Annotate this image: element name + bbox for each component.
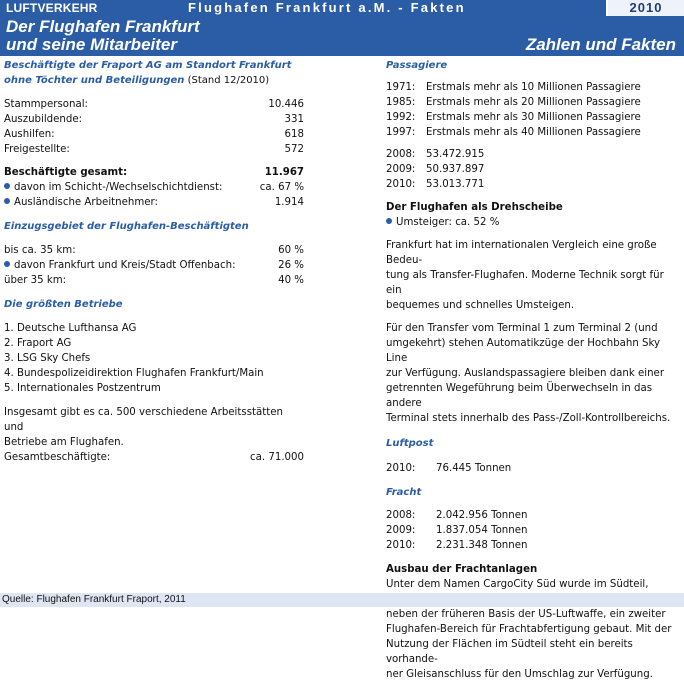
document-title: Flughafen Frankfurt a.M. - Fakten <box>188 0 466 15</box>
year-badge: 2010 <box>606 0 684 16</box>
list-item: 1. Deutsche Lufthansa AG <box>4 323 137 334</box>
companies-summary: Insgesamt gibt es ca. 500 verschiedene Arbeitsstätten und Betriebe am Flughafen. Gesamtbeschäftigte: ca. 71.000 <box>4 407 304 463</box>
expansion-heading: Ausbau der Frachtanlagen <box>386 564 538 575</box>
left-column <box>4 58 304 465</box>
list-item: 4. Bundespolizeidirektion Flughafen Frankfurt/Main <box>4 368 264 379</box>
employees-total-row: Beschäftigte gesamt: 11.967 <box>4 167 304 178</box>
list-item: 3. LSG Sky Chefs <box>4 353 91 364</box>
catchment-heading: Einzugsgebiet der Flughafen-Beschäftigten <box>4 221 249 232</box>
list-item: 2010: 53.013.771 <box>386 179 485 190</box>
list-item: 2010: 76.445 Tonnen <box>386 463 512 474</box>
page-header <box>0 16 684 56</box>
hub-heading: Der Flughafen als Drehscheibe <box>386 202 563 213</box>
table-row: Aushilfen: 618 <box>4 129 304 140</box>
table-row: Freigestellte: 572 <box>4 144 304 155</box>
list-item: 2008: 2.042.956 Tonnen <box>386 510 528 521</box>
airmail-heading: Luftpost <box>386 438 434 449</box>
employees-table <box>4 97 304 210</box>
list-item: 1992: Erstmals mehr als 30 Millionen Passagiere <box>386 112 641 123</box>
right-column <box>386 58 680 682</box>
list-item: 1971: Erstmals mehr als 10 Millionen Passagiere <box>386 82 641 93</box>
freight-list <box>386 508 680 553</box>
page-title-line2: und seine Mitarbeiter <box>6 35 177 54</box>
source-footer: Quelle: Flughafen Frankfurt Fraport, 2011 <box>0 593 684 607</box>
list-item: 2. Fraport AG <box>4 338 72 349</box>
table-row: davon im Schicht-/Wechselschichtdienst: ca. 67 % <box>4 180 304 195</box>
companies-heading: Die größten Betriebe <box>4 299 123 310</box>
list-item: 2009: 1.837.054 Tonnen <box>386 525 528 536</box>
list-item: 2008: 53.472.915 <box>386 149 485 160</box>
bullet-icon <box>4 261 10 267</box>
table-row: bis ca. 35 km: 60 % <box>4 245 304 256</box>
list-item: 1985: Erstmals mehr als 20 Millionen Passagiere <box>386 97 641 108</box>
expansion-paragraph: Unter dem Namen CargoCity Süd wurde im Südteil, neben der früheren Basis der US-Luftwaffe, ein zweiter Flughafen-Bereich für Frachtabfertigung gebaut. Mit der Nutzung der Flächen im Südteil steht ein bereits vorhande- ner Gleisanschluss für den Umschlag zur Verfügung. <box>386 579 672 680</box>
passenger-milestones <box>386 80 680 140</box>
table-row: Ausländische Arbeitnehmer: 1.914 <box>4 195 304 210</box>
top-bar <box>0 0 684 16</box>
hub-paragraph-1: Frankfurt hat im internationalen Vergleich eine große Bedeu- tung als Transfer-Flughafen. Moderne Technik sorgt für ein bequemes und schnelles Umsteigen. <box>386 240 664 311</box>
hub-bullet: Umsteiger: ca. 52 % <box>386 215 680 230</box>
bullet-icon <box>4 198 10 204</box>
passenger-yearly <box>386 147 680 192</box>
table-row: über 35 km: 40 % <box>4 275 304 286</box>
bullet-icon <box>386 218 392 224</box>
freight-heading: Fracht <box>386 487 422 498</box>
list-item: 2009: 50.937.897 <box>386 164 485 175</box>
page-subtitle: Zahlen und Fakten <box>525 35 676 54</box>
companies-list <box>4 321 304 396</box>
passengers-heading: Passagiere <box>386 60 448 71</box>
bullet-icon <box>4 183 10 189</box>
companies-total-row: Gesamtbeschäftigte: ca. 71.000 <box>4 452 304 463</box>
category-label: LUFTVERKEHR <box>6 1 98 15</box>
list-item: 2010: 2.231.348 Tonnen <box>386 540 528 551</box>
hub-paragraph-2: Für den Transfer vom Terminal 1 zum Terminal 2 (und umgekehrt) stehen Automatikzüge der Hochbahn Sky Line zur Verfügung. Auslandspassagiere bleiben dank einer getrennten Wegeführung beim Überwechseln in das andere Terminal stets innerhalb des Pass-/Zoll-Kontrollbereichs. <box>386 323 671 424</box>
page-title-line1: Der Flughafen Frankfurt <box>6 17 200 36</box>
catchment-table <box>4 243 304 288</box>
airmail-list <box>386 461 680 476</box>
list-item: 1997: Erstmals mehr als 40 Millionen Passagiere <box>386 127 641 138</box>
list-item: 5. Internationales Postzentrum <box>4 383 161 394</box>
table-row: Auszubildende: 331 <box>4 114 304 125</box>
table-row: Stammpersonal: 10.446 <box>4 99 304 110</box>
employees-heading: Beschäftigte der Fraport AG am Standort Frankfurt ohne Töchter und Beteiligungen (Stand 12/2010) <box>4 60 292 86</box>
table-row: davon Frankfurt und Kreis/Stadt Offenbach: 26 % <box>4 258 304 273</box>
